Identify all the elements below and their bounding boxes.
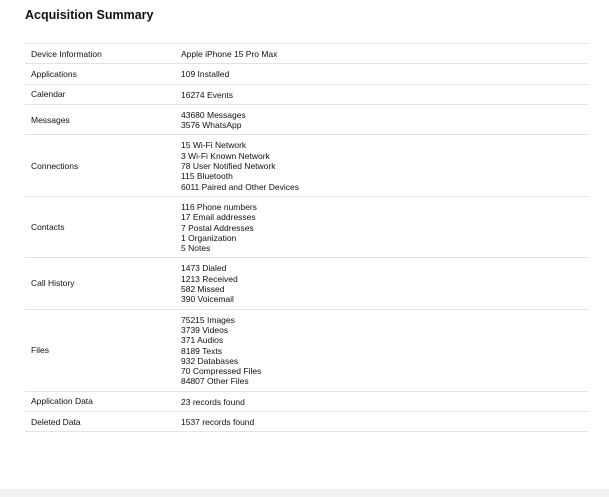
row-label: Contacts — [25, 196, 181, 257]
value-lines — [181, 197, 588, 257]
value-line: Apple iPhone 15 Pro Max — [181, 49, 278, 59]
acquisition-summary-table — [25, 43, 588, 432]
footer-bar — [0, 489, 609, 497]
value-line: 3739 Videos — [181, 324, 229, 335]
row-label: Call History — [25, 258, 181, 309]
table-row — [25, 104, 588, 135]
value-lines — [181, 44, 588, 63]
value-lines — [181, 310, 588, 391]
value-line: 75215 Images — [181, 314, 235, 325]
row-value — [181, 104, 588, 135]
value-line: 6011 Paired and Other Devices — [181, 181, 299, 192]
row-label: Files — [25, 309, 181, 391]
table-row — [25, 391, 588, 411]
row-value — [181, 412, 588, 432]
value-line: 932 Databases — [181, 355, 239, 366]
value-line: 1213 Received — [181, 273, 238, 284]
table-row — [25, 84, 588, 104]
row-value — [181, 258, 588, 309]
row-label: Calendar — [25, 84, 181, 104]
row-label: Application Data — [25, 391, 181, 411]
value-line: 371 Audios — [181, 335, 224, 346]
value-line: 1473 Dialed — [181, 263, 227, 274]
row-label: Device Information — [25, 44, 181, 64]
row-value — [181, 391, 588, 411]
value-lines — [181, 412, 588, 431]
value-line: 15 Wi-Fi Network — [181, 140, 247, 151]
value-lines — [181, 64, 588, 83]
table-row — [25, 44, 588, 64]
row-label: Applications — [25, 64, 181, 84]
row-label: Messages — [25, 104, 181, 135]
row-value — [181, 309, 588, 391]
value-line: 3576 WhatsApp — [181, 120, 242, 131]
table-row — [25, 258, 588, 309]
value-lines — [181, 135, 588, 195]
value-line: 115 Bluetooth — [181, 171, 233, 182]
value-line: 5 Notes — [181, 243, 211, 254]
row-value — [181, 196, 588, 257]
row-value — [181, 135, 588, 196]
value-line: 582 Missed — [181, 284, 225, 295]
value-line: 16274 Events — [181, 89, 233, 100]
value-lines — [181, 105, 588, 135]
row-label: Connections — [25, 135, 181, 196]
value-line: 3 Wi-Fi Known Network — [181, 150, 270, 161]
value-line: 8189 Texts — [181, 345, 222, 356]
value-line: 1537 records found — [181, 417, 255, 428]
value-line: 78 User Notified Network — [181, 161, 276, 172]
value-line: 23 records found — [181, 396, 245, 407]
value-line: 116 Phone numbers — [181, 201, 257, 212]
value-line: 390 Voicemail — [181, 294, 234, 305]
table-row — [25, 412, 588, 432]
value-line: 109 Installed — [181, 69, 230, 80]
value-line: 7 Postal Addresses — [181, 222, 254, 233]
value-line: 43680 Messages — [181, 109, 246, 120]
row-label: Deleted Data — [25, 412, 181, 432]
row-value — [181, 44, 588, 64]
value-line: 70 Compressed Files — [181, 366, 262, 377]
value-lines — [181, 392, 588, 411]
value-lines — [181, 85, 588, 104]
table-row — [25, 135, 588, 196]
page-title: Acquisition Summary — [25, 8, 154, 22]
table-row — [25, 64, 588, 84]
value-lines — [181, 258, 588, 308]
summary-table-body — [25, 44, 588, 432]
value-line: 84807 Other Files — [181, 376, 249, 387]
row-value — [181, 84, 588, 104]
value-line: 17 Email addresses — [181, 212, 256, 223]
table-row — [25, 196, 588, 257]
row-value — [181, 64, 588, 84]
table-row — [25, 309, 588, 391]
value-line: 1 Organization — [181, 232, 237, 243]
